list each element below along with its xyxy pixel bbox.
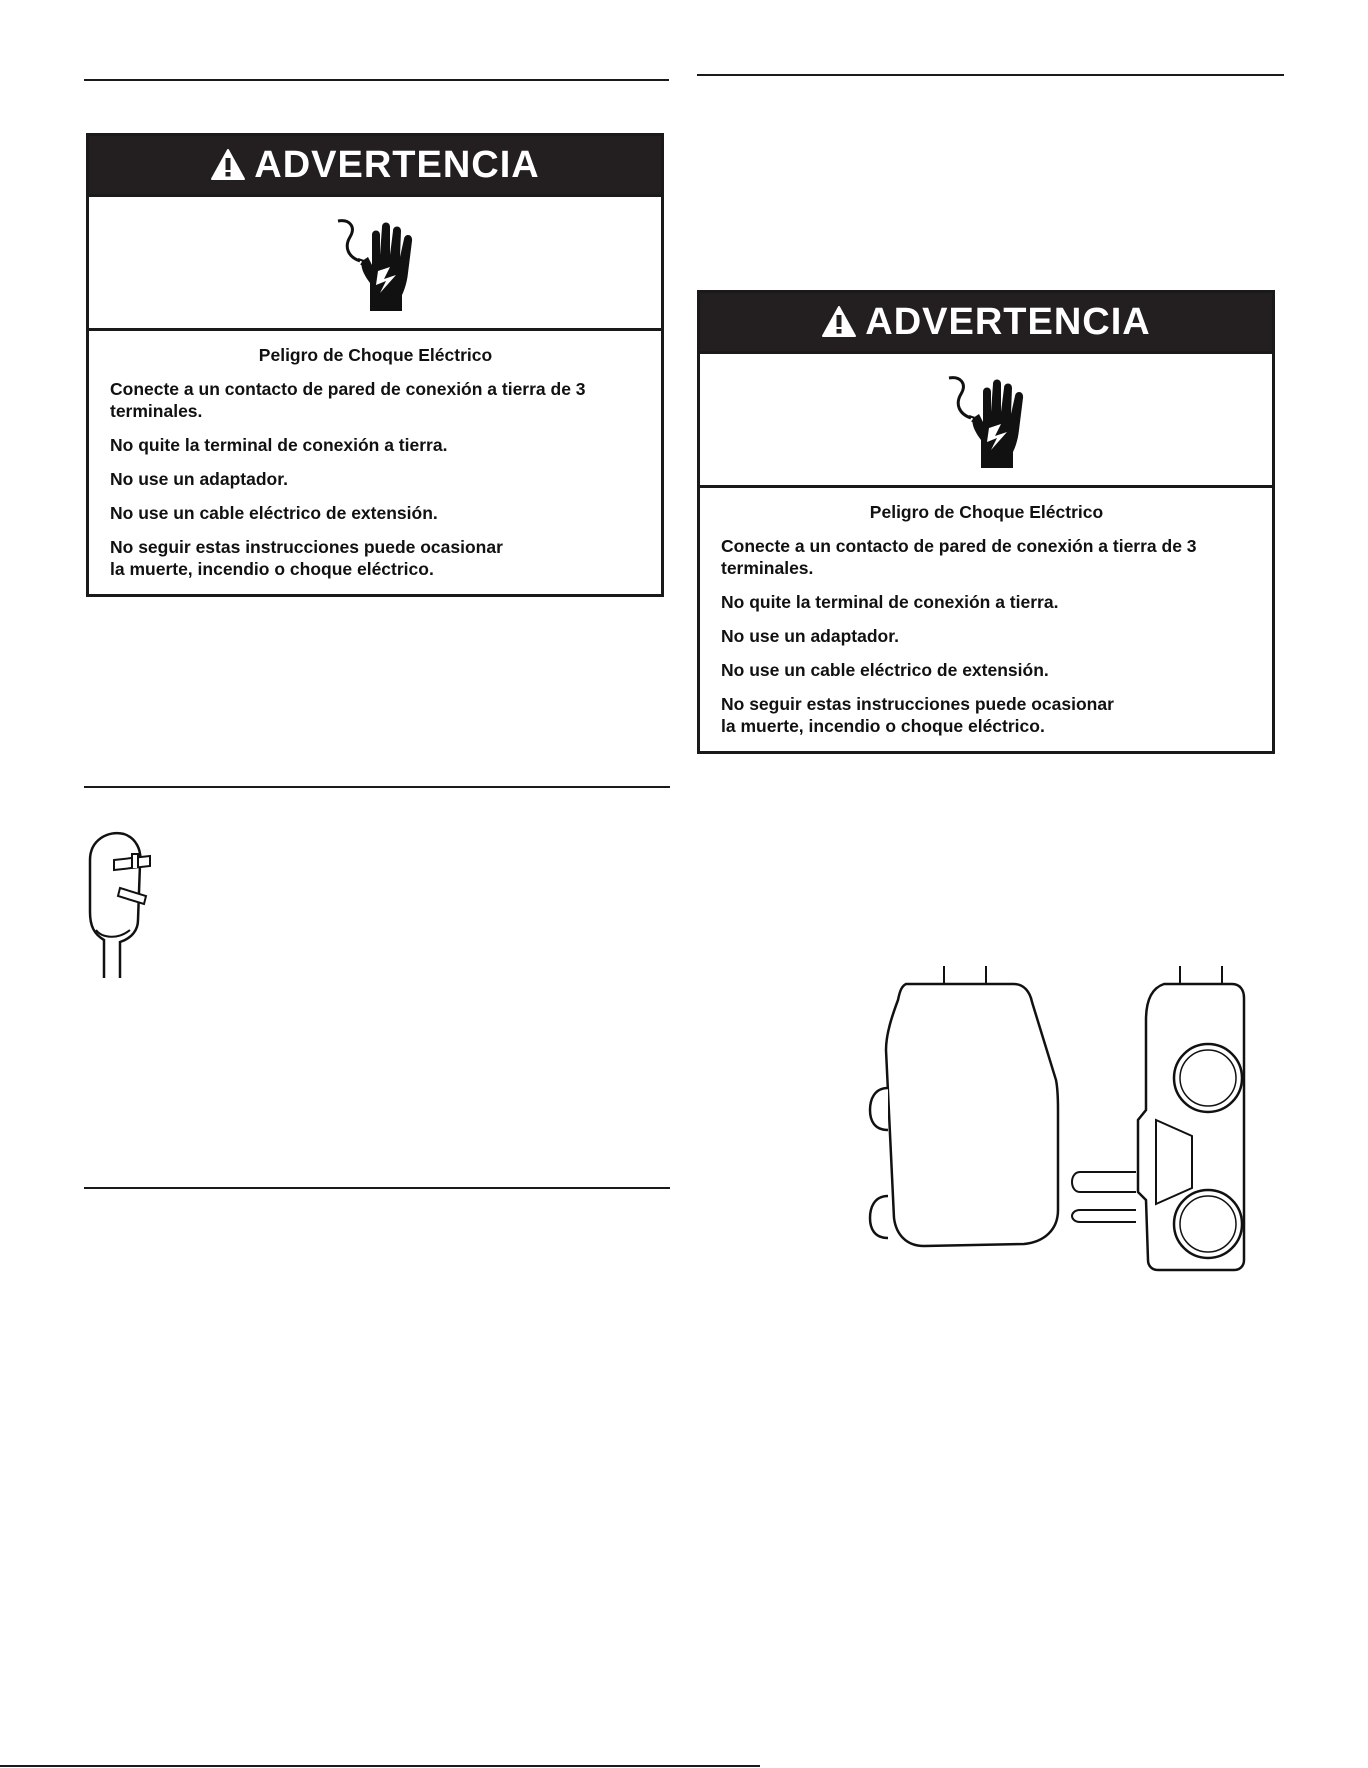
warning-header bbox=[700, 293, 1272, 351]
electric-shock-hand-icon bbox=[941, 370, 1031, 470]
warning-symbol-area bbox=[89, 194, 661, 331]
warning-header bbox=[89, 136, 661, 194]
hazard-title: Peligro de Choque Eléctrico bbox=[258, 345, 493, 365]
section-divider-lower-left bbox=[84, 1187, 670, 1189]
warning-line: No quite la terminal de conexión a tierra. bbox=[110, 435, 448, 455]
section-divider-top-right bbox=[697, 74, 1284, 76]
warning-line: No quite la terminal de conexión a tierra. bbox=[721, 592, 1059, 612]
warning-symbol-area bbox=[700, 351, 1272, 488]
warning-triangle-icon bbox=[821, 305, 857, 339]
warning-box-1 bbox=[86, 133, 664, 597]
warning-line: No use un cable eléctrico de extensión. bbox=[721, 660, 1049, 680]
warning-title: ADVERTENCIA bbox=[865, 300, 1151, 343]
section-divider-mid-left bbox=[84, 786, 670, 788]
hazard-title: Peligro de Choque Eléctrico bbox=[869, 502, 1104, 522]
warning-body bbox=[700, 488, 1272, 751]
warning-box-2 bbox=[697, 290, 1275, 754]
electric-shock-hand-icon bbox=[330, 213, 420, 313]
warning-line: No seguir estas instrucciones puede ocasionar la muerte, incendio o choque eléctrico. bbox=[110, 537, 503, 579]
three-prong-plug-icon bbox=[84, 830, 164, 980]
warning-line: No use un adaptador. bbox=[110, 469, 288, 489]
outlet-adapter-illustration bbox=[840, 960, 1280, 1280]
section-divider-bottom bbox=[0, 1765, 760, 1767]
warning-title: ADVERTENCIA bbox=[254, 143, 540, 186]
warning-triangle-icon bbox=[210, 148, 246, 182]
warning-line: Conecte a un contacto de pared de conexión a tierra de 3 terminales. bbox=[110, 379, 586, 421]
warning-line: No use un adaptador. bbox=[721, 626, 899, 646]
warning-line: No use un cable eléctrico de extensión. bbox=[110, 503, 438, 523]
warning-body bbox=[89, 331, 661, 594]
warning-line: Conecte a un contacto de pared de conexión a tierra de 3 terminales. bbox=[721, 536, 1197, 578]
warning-line: No seguir estas instrucciones puede ocasionar la muerte, incendio o choque eléctrico. bbox=[721, 694, 1114, 736]
section-divider-top-left bbox=[84, 79, 669, 81]
